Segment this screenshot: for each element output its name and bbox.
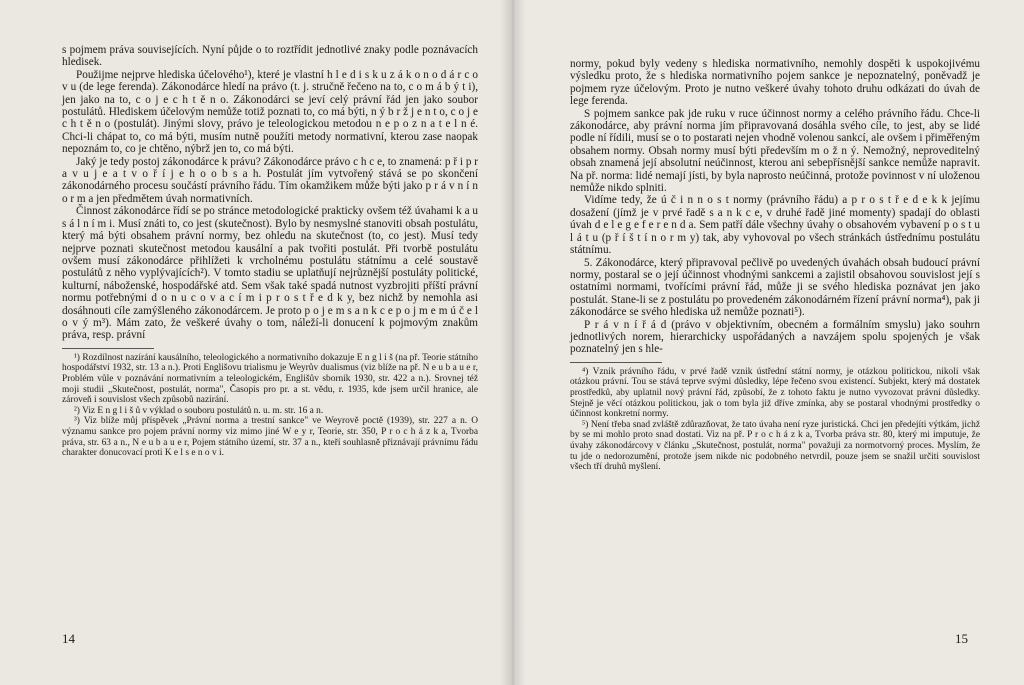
right-paragraph-3: Vidíme tedy, že ú č i n n o s t normy (právního řádu) a p r o s t ř e d e k k jejímu dosažení (jímž je v prvé řadě s a n k c e, v druhé řadě jiné momenty) spadají do oblasti úvah d e l e g e f e r e n d a. Sem patří dále všechny úvahy o obsahovém vybavení p o s t u l á t u (p ř í š t í n o r m y) tak, aby vyhovoval po všech stránkách ústřednímu postulátu státnímu. [570, 194, 980, 257]
left-footnote-2: ²) Viz E n g l i š ů v výklad o souboru postulátů n. u. m. str. 16 a n. [74, 405, 324, 416]
left-page-number: 14 [62, 631, 75, 646]
left-footnote-3: ³) Viz blíže můj příspěvek „Právní norma a trestní sankce" ve Weyrově poctě (1939), str. 227 a n. O významu sankce pro pojem právní normy viz mimo jiné W e y r, Teorie, str. 350, P r o c h á z k a, Tvorba práva, str. 63 a n., N e u b a u e r, Pojem státního území, str. 37 a n., kteří souhlasně přiznávají právnímu řádu charakter donucovací proti K e l s e n o v i. [62, 416, 478, 459]
right-paragraph-4: 5. Zákonodárce, který připravoval pečlivě po uvedených úvahách obsah budoucí právní normy, postaral se o její účinnost vhodnými sankcemi a zajistil obsahovou souvislost její s ostatními normami, tvořícími právní řád, může ji se svého hlediska poznávat jen jako postulát. Stane-li se z postulátu po provedeném zákonodárném řízení právní norma⁴), pak ji zákonodárce se svého hlediska už nemůže poznati⁵). [570, 256, 980, 319]
left-paragraph-2: Použijme nejprve hlediska účelového¹), které je vlastní h l e d i s k u z á k o n o d á r c o v u (de lege ferenda). Zákonodárce hledí na právo (t. j. stručně řečeno na to, c o m á b ý t i), jen jako na to, c o j e c h t ě n o. Zákonodárci se jeví celý právní řád jen jako soubor postulátů. Hlediskem účelovým nemůže totiž poznati to, co má býti, n ý b r ž j e n t o, c o j e c h t ě n o (postulát). Jinými slovy, právo je teleologickou metodou n e p o z n a t e l n é. Chci-li chápat to, co má býti, musím nutně použíti metody normativní, kterou zase naopak nepoznám to, co je chtěno, nýbrž jen to, co má býti. [62, 68, 478, 156]
right-page [512, 0, 1024, 685]
left-paragraph-1: s pojmem práva souvisejících. Nyní půjde o to roztřídit jednotlivé znaky podle poznávacích hledisek. [62, 44, 478, 69]
right-footnote-5: ⁵) Není třeba snad zvláště zdůrazňovat, že tato úvaha není ryze juristická. Chci jen předejíti výtkám, jichž by se mi mohlo proto snad dostati. Viz na př. P r o c h á z k a, Tvorba práva str. 80, který mi imputuje, že úvahy zákonodárcovy v článku „Skutečnost, postulát, norma" považuji za normotvorný proces. Myslím, že tu jde o nedorozumění, protože jsem nikde nic podobného netvrdil, pouze jsem se snažil určiti souvislost všech tří druhů myšlení. [570, 419, 980, 473]
right-footnotes [570, 367, 980, 473]
left-footnote-1: ¹) Rozdílnost nazírání kausálního, teleologického a normativního dokazuje E n g l i š (na př. Teorie státního hospodářství 1932, str. 13 a n.). Proti Englišovu trialismu je Weyrův dualismus (viz blíže na př. N e u b a u e r, Problém vůle v poznávání normativním a teleologickém, Englišův sborník 1930, str. 422 a n.). Srovnej též moji studii „Skutečnost, postulát, norma", Časopis pro pr. a st. vědu, r. 1935, kde jsem určil hranice, ale zároveň i souvislost všech způsobů nazírání. [62, 352, 478, 406]
right-paragraph-5: P r á v n í ř á d (právo v objektivním, obecném a formálním smyslu) jako souhrn jednotlivých norem, hierarchicky uspořádaných a navzájem spolu spojených je však poznatelný jen s hle- [570, 318, 980, 356]
left-footnotes [62, 353, 478, 459]
right-footnote-4: ⁴) Vznik právního řádu, v prvé řadě vznik ústřední státní normy, je otázkou politickou, nikoli však otázkou právní. Tou se stává teprve svými důsledky, lépe řečeno svou existencí. Subjekt, který má dostatek prostředků, aby uplatnil nový právní řád, způsobí, že z tohoto faktu je nutno vyvozovat právní důsledky. Stejně je věcí otázkou politickou, jak o tom byla již dříve zmínka, aby se postaral vhodnými prostředky o účinnost konkretní normy. [570, 366, 980, 420]
left-paragraph-3: Jaký je tedy postoj zákonodárce k právu? Zákonodárce právo c h c e, to znamená: p ř i p r a v u j e a t v o ř í j e h o o b s a h. Postulát jím vytvořený stává se po skončení zákonodárného procesu součástí právního řádu. Tím okamžikem může býti jako p r á v n í n o r m a jen předmětem úvah normativních. [62, 155, 478, 205]
right-paragraph-1: normy, pokud byly vedeny s hlediska normativního, nemohly dospěti k uspokojivému výsledku proto, že s hlediska normativního pojem sankce je nepoznatelný, poněvadž je pojmem ryze účelovým. Proto je nutno veškeré úvahy tohoto druhu odkázati do úvah de lege ferenda. [570, 58, 980, 108]
right-paragraph-2: S pojmem sankce pak jde ruku v ruce účinnost normy a celého právního řádu. Chce-li zákonodárce, aby právní norma jím připravovaná dosáhla svého cíle, to jest, aby se lidé podle ní řídili, musí se o to postarati nejen vhodně volenou sankcí, ale ovšem i přiměřeným obsahem normy. Obsah normy musí býti především m o ž n ý. Nemožný, neproveditelný obsah znamená její absolutní neúčinnost, kterou ani sebepřísnější sankce nemůže napravit. Na př. norma: lidé nemají jísti, by byla naprosto neúčinná, protože povinnost v ní uloženou nemůže nikdo splniti. [570, 107, 980, 195]
right-page-number: 15 [955, 631, 968, 646]
left-body-text [62, 44, 478, 342]
book-gutter-shadow [500, 0, 526, 685]
right-body-text [570, 58, 980, 356]
left-footnote-rule [62, 348, 154, 349]
left-paragraph-4: Činnost zákonodárce řídí se po stránce metodologické prakticky ovšem též úvahami k a u s á l n í m i. Musí znáti to, co jest (skutečnost). Bylo by nesmyslné stanoviti obsah postulátu, který má býti obsahem právní normy, bez ohledu na skutečnost (to, co jest). Musí tedy nejprve poznati skutečnost metodou kausální a pak tvořiti postulát. Při tvorbě postulátu ovšem musí zákonodárce přihlížeti k vrcholnému postulátu státnímu a celé soustavě postulátů z něho vyplývajících²). V tomto stadiu se uplatňují nejrůznější postuláty politické, kulturní, náboženské, hospodářské atd. Sem však také spadá nutnost vyzbrojiti příští právní normu potřebnými d o n u c o v a c í m i p r o s t ř e d k y, bez nichž by nemohla asi dosáhnouti cíle zamýšleného zákonodárcem. Je proto p o j e m s a n k c e p o j m e m ú č e l o v ý m³). Mám zato, že veškeré úvahy o tom, náleží-li donucení k pojmovým znakům práva, resp. právní [62, 205, 478, 342]
right-footnote-rule [570, 362, 662, 363]
